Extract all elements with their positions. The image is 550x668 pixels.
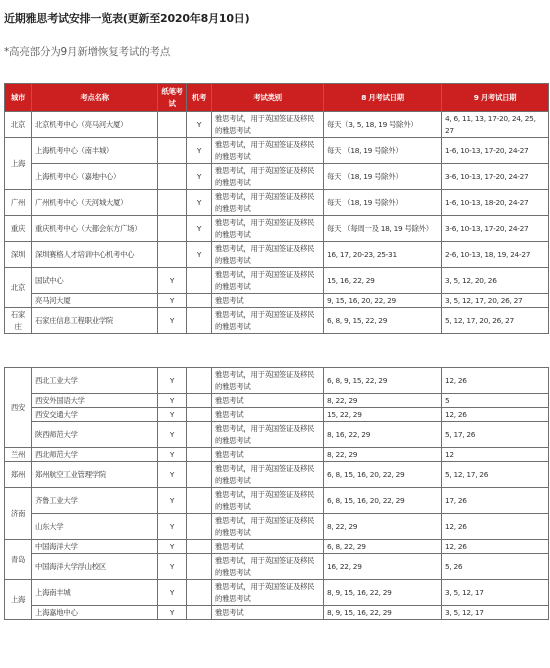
type-cell: 雅思考试 xyxy=(212,408,324,422)
type-cell: 雅思考试，用于英国签证及移民的雅思考试 xyxy=(212,242,324,268)
table-row xyxy=(5,606,549,620)
city-cell: 上海 xyxy=(5,580,32,620)
header-paper: 纸笔考试 xyxy=(158,84,187,112)
computer-cell xyxy=(187,422,212,448)
header-computer: 机考 xyxy=(187,84,212,112)
paper-cell: Y xyxy=(158,606,187,620)
aug-cell: 16, 22, 29 xyxy=(324,554,442,580)
paper-cell xyxy=(158,216,187,242)
type-cell: 雅思考试，用于英国签证及移民的雅思考试 xyxy=(212,268,324,294)
page-title: 近期雅思考试安排一览表(更新至2020年8月10日) xyxy=(4,12,250,25)
paper-cell: Y xyxy=(158,462,187,488)
venue-cell: 重庆机考中心（大都会东方广场） xyxy=(32,216,158,242)
paper-cell: Y xyxy=(158,580,187,606)
type-cell: 雅思考试，用于英国签证及移民的雅思考试 xyxy=(212,164,324,190)
computer-cell: Y xyxy=(187,164,212,190)
type-cell: 雅思考试，用于英国签证及移民的雅思考试 xyxy=(212,580,324,606)
sep-cell: 3, 5, 12, 17 xyxy=(442,606,549,620)
venue-cell: 深圳赛格人才培训中心机考中心 xyxy=(32,242,158,268)
page-subtitle: *高亮部分为9月新增恢复考试的考点 xyxy=(4,46,171,58)
venue-cell: 中国海洋大学 xyxy=(32,540,158,554)
city-cell: 重庆 xyxy=(5,216,32,242)
venue-cell: 国试中心 xyxy=(32,268,158,294)
city-cell: 兰州 xyxy=(5,448,32,462)
table-row xyxy=(5,488,549,514)
type-cell: 雅思考试 xyxy=(212,540,324,554)
header-type: 考试类别 xyxy=(212,84,324,112)
computer-cell: Y xyxy=(187,190,212,216)
table-row xyxy=(5,164,549,190)
sep-cell: 2-6, 10-13, 18, 19, 24-27 xyxy=(442,242,549,268)
sep-cell: 4, 6, 11, 13, 17-20, 24, 25, 27 xyxy=(442,112,549,138)
aug-cell: 每天 （18, 19 号除外） xyxy=(324,190,442,216)
paper-cell: Y xyxy=(158,488,187,514)
computer-cell xyxy=(187,462,212,488)
paper-cell: Y xyxy=(158,408,187,422)
sep-cell: 17, 26 xyxy=(442,488,549,514)
venue-cell: 广州机考中心（天河城大厦） xyxy=(32,190,158,216)
venue-cell: 石家庄信息工程职业学院 xyxy=(32,308,158,334)
aug-cell: 每天 （每周一及 18, 19 号除外） xyxy=(324,216,442,242)
aug-cell: 9, 15, 16, 20, 22, 29 xyxy=(324,294,442,308)
aug-cell: 每天 （18, 19 号除外） xyxy=(324,164,442,190)
aug-cell: 8, 9, 15, 16, 22, 29 xyxy=(324,580,442,606)
type-cell: 雅思考试 xyxy=(212,448,324,462)
city-cell: 青岛 xyxy=(5,540,32,580)
venue-cell: 陕西师范大学 xyxy=(32,422,158,448)
venue-cell: 西北工业大学 xyxy=(32,368,158,394)
venue-cell: 北京机考中心（亮马河大厦） xyxy=(32,112,158,138)
sep-cell: 12, 26 xyxy=(442,408,549,422)
type-cell: 雅思考试，用于英国签证及移民的雅思考试 xyxy=(212,112,324,138)
venue-cell: 上海南丰城 xyxy=(32,580,158,606)
city-cell: 深圳 xyxy=(5,242,32,268)
table-row xyxy=(5,580,549,606)
city-cell: 北京 xyxy=(5,268,32,308)
venue-cell: 郑州航空工业管理学院 xyxy=(32,462,158,488)
type-cell: 雅思考试，用于英国签证及移民的雅思考试 xyxy=(212,190,324,216)
city-cell: 郑州 xyxy=(5,462,32,488)
aug-cell: 每天（3, 5, 18, 19 号除外） xyxy=(324,112,442,138)
sep-cell: 1-6, 10-13, 18-20, 24-27 xyxy=(442,190,549,216)
computer-cell xyxy=(187,408,212,422)
computer-cell xyxy=(187,294,212,308)
type-cell: 雅思考试，用于英国签证及移民的雅思考试 xyxy=(212,422,324,448)
header-sep: 9 月考试日期 xyxy=(442,84,549,112)
header-venue: 考点名称 xyxy=(32,84,158,112)
type-cell: 雅思考试，用于英国签证及移民的雅思考试 xyxy=(212,368,324,394)
city-cell: 西安 xyxy=(5,368,32,448)
sep-cell: 5, 12, 17, 26 xyxy=(442,462,549,488)
paper-cell: Y xyxy=(158,294,187,308)
table-row xyxy=(5,462,549,488)
venue-cell: 西安外国语大学 xyxy=(32,394,158,408)
venue-cell: 中国海洋大学浮山校区 xyxy=(32,554,158,580)
computer-cell xyxy=(187,368,212,394)
sep-cell: 5, 17, 26 xyxy=(442,422,549,448)
type-cell: 雅思考试，用于英国签证及移民的雅思考试 xyxy=(212,216,324,242)
sep-cell: 12 xyxy=(442,448,549,462)
paper-cell: Y xyxy=(158,368,187,394)
type-cell: 雅思考试，用于英国签证及移民的雅思考试 xyxy=(212,462,324,488)
type-cell: 雅思考试 xyxy=(212,294,324,308)
sep-cell: 12, 26 xyxy=(442,514,549,540)
sep-cell: 5, 12, 17, 20, 26, 27 xyxy=(442,308,549,334)
paper-cell: Y xyxy=(158,394,187,408)
schedule-table-upper xyxy=(4,83,549,334)
table-row xyxy=(5,294,549,308)
type-cell: 雅思考试，用于英国签证及移民的雅思考试 xyxy=(212,138,324,164)
table-row xyxy=(5,514,549,540)
computer-cell: Y xyxy=(187,242,212,268)
sep-cell: 12, 26 xyxy=(442,540,549,554)
table-header-row xyxy=(5,84,549,112)
aug-cell: 8, 22, 29 xyxy=(324,514,442,540)
aug-cell: 15, 16, 22, 29 xyxy=(324,268,442,294)
sep-cell: 3, 5, 12, 17, 20, 26, 27 xyxy=(442,294,549,308)
aug-cell: 8, 16, 22, 29 xyxy=(324,422,442,448)
type-cell: 雅思考试 xyxy=(212,606,324,620)
table-row xyxy=(5,216,549,242)
table-row xyxy=(5,242,549,268)
type-cell: 雅思考试，用于英国签证及移民的雅思考试 xyxy=(212,488,324,514)
sep-cell: 12, 26 xyxy=(442,368,549,394)
type-cell: 雅思考试，用于英国签证及移民的雅思考试 xyxy=(212,308,324,334)
paper-cell: Y xyxy=(158,268,187,294)
computer-cell xyxy=(187,488,212,514)
aug-cell: 每天 （18, 19 号除外） xyxy=(324,138,442,164)
table-row xyxy=(5,448,549,462)
aug-cell: 8, 9, 15, 16, 22, 29 xyxy=(324,606,442,620)
paper-cell xyxy=(158,242,187,268)
paper-cell: Y xyxy=(158,422,187,448)
city-cell: 广州 xyxy=(5,190,32,216)
venue-cell: 山东大学 xyxy=(32,514,158,540)
venue-cell: 西北师范大学 xyxy=(32,448,158,462)
table-row xyxy=(5,308,549,334)
header-aug: 8 月考试日期 xyxy=(324,84,442,112)
city-cell: 济南 xyxy=(5,488,32,540)
table-row xyxy=(5,554,549,580)
computer-cell xyxy=(187,394,212,408)
venue-cell: 上海机考中心（嘉地中心） xyxy=(32,164,158,190)
type-cell: 雅思考试，用于英国签证及移民的雅思考试 xyxy=(212,554,324,580)
venue-cell: 上海嘉地中心 xyxy=(32,606,158,620)
computer-cell xyxy=(187,580,212,606)
table-row xyxy=(5,540,549,554)
venue-cell: 亮马河大厦 xyxy=(32,294,158,308)
paper-cell: Y xyxy=(158,554,187,580)
aug-cell: 6, 8, 9, 15, 22, 29 xyxy=(324,308,442,334)
sep-cell: 3-6, 10-13, 17-20, 24-27 xyxy=(442,216,549,242)
computer-cell: Y xyxy=(187,138,212,164)
paper-cell xyxy=(158,112,187,138)
table-row xyxy=(5,408,549,422)
venue-cell: 上海机考中心（南丰城） xyxy=(32,138,158,164)
table-row xyxy=(5,112,549,138)
venue-cell: 齐鲁工业大学 xyxy=(32,488,158,514)
table-row xyxy=(5,368,549,394)
computer-cell xyxy=(187,448,212,462)
table-row xyxy=(5,138,549,164)
aug-cell: 8, 22, 29 xyxy=(324,448,442,462)
computer-cell xyxy=(187,540,212,554)
sep-cell: 5, 26 xyxy=(442,554,549,580)
sep-cell: 5 xyxy=(442,394,549,408)
computer-cell xyxy=(187,606,212,620)
city-cell: 北京 xyxy=(5,112,32,138)
paper-cell xyxy=(158,164,187,190)
computer-cell xyxy=(187,554,212,580)
paper-cell: Y xyxy=(158,540,187,554)
table-row xyxy=(5,422,549,448)
aug-cell: 6, 8, 15, 16, 20, 22, 29 xyxy=(324,488,442,514)
paper-cell: Y xyxy=(158,448,187,462)
table-row xyxy=(5,268,549,294)
sep-cell: 3-6, 10-13, 17-20, 24-27 xyxy=(442,164,549,190)
aug-cell: 6, 8, 22, 29 xyxy=(324,540,442,554)
aug-cell: 6, 8, 15, 16, 20, 22, 29 xyxy=(324,462,442,488)
sep-cell: 3, 5, 12, 17 xyxy=(442,580,549,606)
paper-cell xyxy=(158,190,187,216)
paper-cell: Y xyxy=(158,514,187,540)
table-row xyxy=(5,190,549,216)
venue-cell: 西安交通大学 xyxy=(32,408,158,422)
city-cell: 上海 xyxy=(5,138,32,190)
table-row xyxy=(5,394,549,408)
computer-cell xyxy=(187,268,212,294)
aug-cell: 16, 17, 20-23, 25-31 xyxy=(324,242,442,268)
type-cell: 雅思考试，用于英国签证及移民的雅思考试 xyxy=(212,514,324,540)
computer-cell: Y xyxy=(187,112,212,138)
header-city: 城市 xyxy=(5,84,32,112)
schedule-table-lower xyxy=(4,367,549,620)
aug-cell: 15, 22, 29 xyxy=(324,408,442,422)
city-cell: 石家庄 xyxy=(5,308,32,334)
paper-cell xyxy=(158,138,187,164)
sep-cell: 1-6, 10-13, 17-20, 24-27 xyxy=(442,138,549,164)
paper-cell: Y xyxy=(158,308,187,334)
sep-cell: 3, 5, 12, 20, 26 xyxy=(442,268,549,294)
aug-cell: 8, 22, 29 xyxy=(324,394,442,408)
type-cell: 雅思考试 xyxy=(212,394,324,408)
aug-cell: 6, 8, 9, 15, 22, 29 xyxy=(324,368,442,394)
computer-cell xyxy=(187,514,212,540)
computer-cell xyxy=(187,308,212,334)
computer-cell: Y xyxy=(187,216,212,242)
